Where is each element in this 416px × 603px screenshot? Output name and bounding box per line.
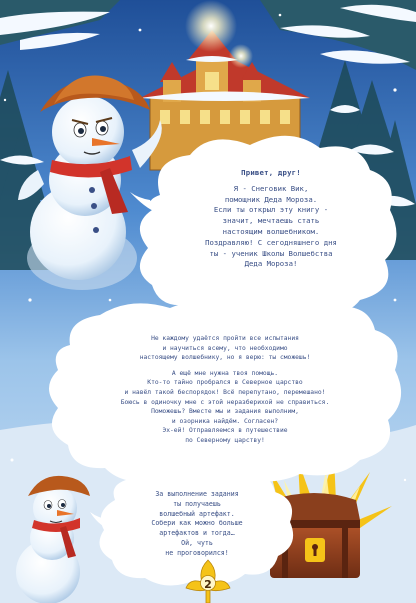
story-text-block	[70, 334, 380, 446]
artifact-line: не проговорился!	[165, 548, 229, 557]
story-line: и навёл такой беспорядок! Всё перепутано, перемешано!	[124, 388, 326, 396]
story-line: Эх-ей! Отправляемся в путешествие	[162, 427, 288, 435]
artifact-line: Собери как можно больше	[151, 519, 243, 528]
story-line: настоящему волшебнику, но я верю: ты сможешь!	[139, 354, 311, 362]
artifact-line: За выполнение задания	[155, 490, 239, 498]
greeting-line: Деда Мороза!	[244, 259, 298, 269]
greeting-heading: Привет, друг!	[241, 168, 301, 177]
story-line: А ещё мне нужна твоя помощь.	[171, 369, 279, 377]
greeting-line: Поздравляю! С сегодняшнего дня	[205, 237, 337, 247]
artifact-line: артефактов и тогда…	[159, 529, 235, 538]
artifact-line: волшебный артефакт.	[159, 509, 235, 518]
greeting-line: Я - Снеговик Вик,	[233, 183, 309, 193]
greeting-line: помощник Деда Мороза.	[224, 194, 318, 204]
greeting-line: настоящим волшебником.	[222, 226, 320, 236]
story-line: и озорника найдём. Согласен?	[171, 417, 279, 425]
story-line: по Северному царству!	[185, 436, 265, 444]
artifact-line: ты получаешь	[173, 499, 221, 508]
story-line: Не каждому удаётся пройти все испытания	[151, 335, 299, 342]
star-glow-icon	[185, 0, 237, 52]
story-line: Поможешь? Вместе мы и задания выполним,	[151, 408, 299, 416]
greeting-line: значит, мечтаешь стать	[222, 216, 320, 226]
story-line: и научиться всему, что необходимо	[162, 344, 288, 352]
story-line: Кто-то тайно пробрался в Северное царство	[147, 379, 303, 387]
greeting-line: ты - ученик Школы Волшебства	[209, 248, 333, 258]
page-number: 2	[204, 578, 212, 591]
artifact-line: Ой, чуть	[181, 538, 213, 547]
artifact-text-block	[112, 490, 282, 559]
story-line: Боюсь в одиночку мне с этой неразберихой не справиться.	[120, 398, 330, 406]
keyhole-icon	[305, 538, 325, 562]
greeting-line: Если ты открыл эту книгу -	[213, 205, 329, 215]
greeting-text-block	[162, 168, 380, 270]
